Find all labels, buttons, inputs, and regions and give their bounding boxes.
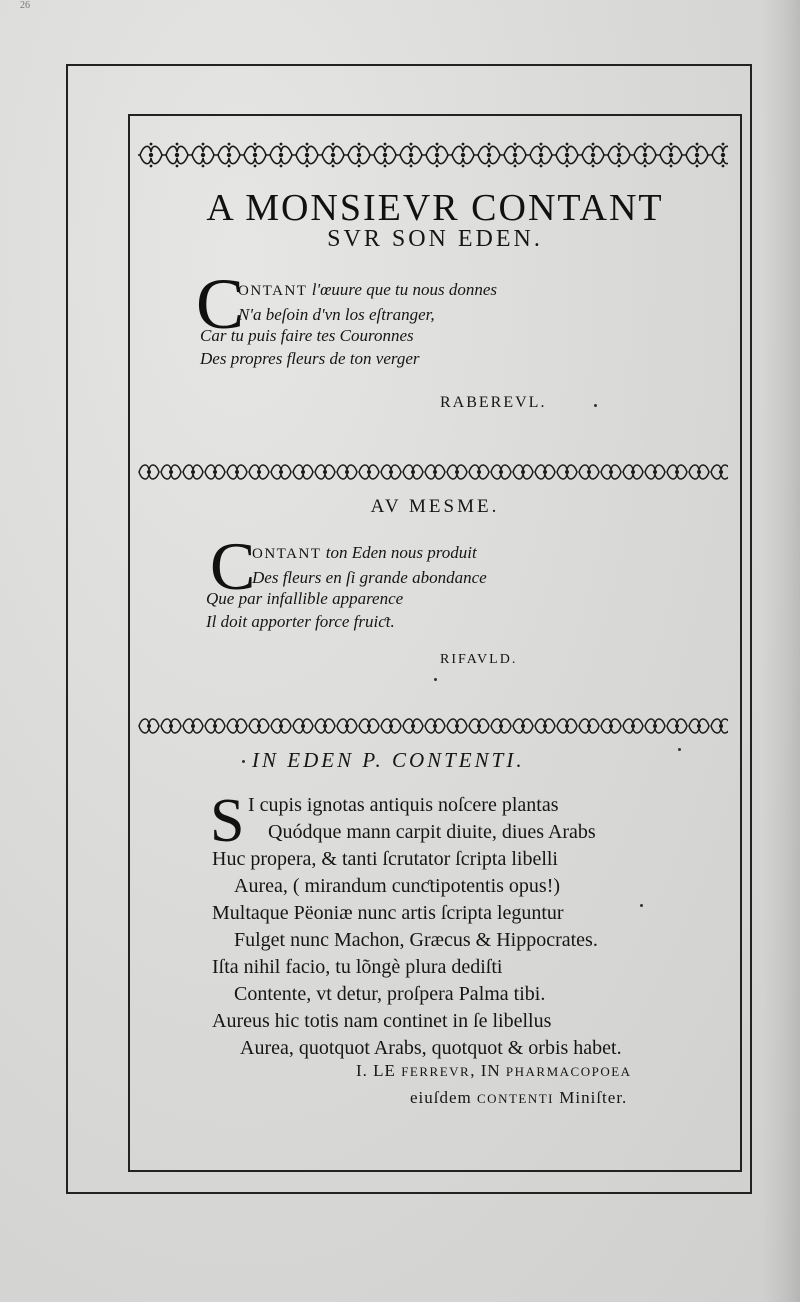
poem3-line4: Aurea, ( mirandum cunƈtipotentis opus!) (234, 875, 561, 897)
poem2-line3: Que par infallible apparence (206, 589, 404, 608)
poem1-line3: Car tu puis faire tes Couronnes (200, 326, 414, 345)
sig-l2-b: CONTENTI (477, 1091, 555, 1106)
poem3-line5: Multaque Pëoniæ nunc artis ſcripta leguntur (212, 902, 564, 924)
poem3-line8: Contente, vt detur, proſpera Palma tibi. (234, 983, 546, 1005)
ink-speck (434, 678, 437, 681)
dropcap-poem2: C (210, 528, 256, 604)
poem1-line4: Des propres fleurs de ton verger (200, 349, 420, 368)
signature-ferrevr (356, 1058, 632, 1112)
ink-speck (594, 404, 597, 407)
poem1-line1-rest: l'œuure que tu nous donnes (307, 280, 497, 299)
poem3-line10: Aurea, quotquot Arabs, quotquot & orbis habet. (240, 1037, 622, 1059)
ornament-pattern (138, 140, 728, 170)
poem2-line2: Des fleurs en ſi grande abondance (252, 568, 487, 587)
poem2-line1 (252, 541, 487, 566)
ornament-pattern-2 (138, 460, 728, 484)
poem3-line1: I cupis ignotas antiquis noſcere plantas (248, 794, 559, 816)
signature-rifavld: RIFAVLD. (440, 652, 518, 667)
ink-speck (640, 904, 643, 907)
poem2-line4: Il doit apporter force fruiƈt. (206, 612, 395, 631)
sig-l1-a: I. LE (356, 1061, 402, 1080)
poem2-line1-rest: ton Eden nous produit (321, 543, 477, 562)
sig-l1-b: FERREVR (401, 1064, 471, 1079)
page-subtitle: SVR SON EDEN. (327, 226, 543, 252)
sig-l2-c: Miniſter. (554, 1088, 628, 1107)
heading-au-mesme: AV MESME. (370, 496, 500, 517)
poem2 (252, 541, 487, 589)
poem2-cont (206, 587, 403, 633)
signature-ferrevr-line1 (356, 1058, 632, 1085)
poem1-cont (200, 324, 420, 370)
ink-speck (678, 748, 681, 751)
sig-l1-c: , IN (470, 1061, 506, 1080)
dropcap-poem3: S (210, 787, 245, 855)
ink-speck (242, 760, 245, 763)
poem2-line1-caps: ONTANT (252, 546, 322, 562)
ornament-pattern-3 (138, 714, 728, 738)
poem1-line2: N'a beſoin d'vn los eſtranger, (238, 305, 435, 324)
poem3-line9: Aureus hic totis nam continet in ſe libellus (212, 1010, 552, 1032)
dropcap-poem1: C (196, 264, 245, 344)
sig-l2-a: eiuſdem (410, 1088, 478, 1107)
page-mark: 26 (20, 0, 30, 11)
poem3 (210, 787, 622, 1062)
page-gutter-shadow (762, 0, 800, 1302)
poem3-line6: Fulget nunc Machon, Græcus & Hippocrates. (234, 929, 598, 951)
poem3-line7: Iſta nihil facio, tu lõngè plura dediſti (212, 956, 503, 978)
poem1-line1 (238, 278, 497, 303)
poem1-line1-caps: ONTANT (238, 283, 308, 299)
ornament-band-lower (138, 714, 728, 738)
heading-in-eden: IN EDEN P. CONTENTI. (252, 748, 525, 772)
poem3-line2: Quódque mann carpit diuite, diues Arabs (268, 821, 596, 843)
poem1 (238, 278, 497, 326)
signature-ferrevr-line2 (356, 1085, 632, 1112)
page-title: A MONSIEVR CONTANT (206, 187, 664, 229)
ornament-band-top (138, 140, 728, 170)
poem3-line3: Huc propera, & tanti ſcrutator ſcripta libelli (212, 848, 558, 870)
ornament-band-middle (138, 460, 728, 484)
sig-l1-d: PHARMACOPOEA (505, 1064, 632, 1079)
signature-raberevl: RABEREVL. (440, 394, 547, 411)
